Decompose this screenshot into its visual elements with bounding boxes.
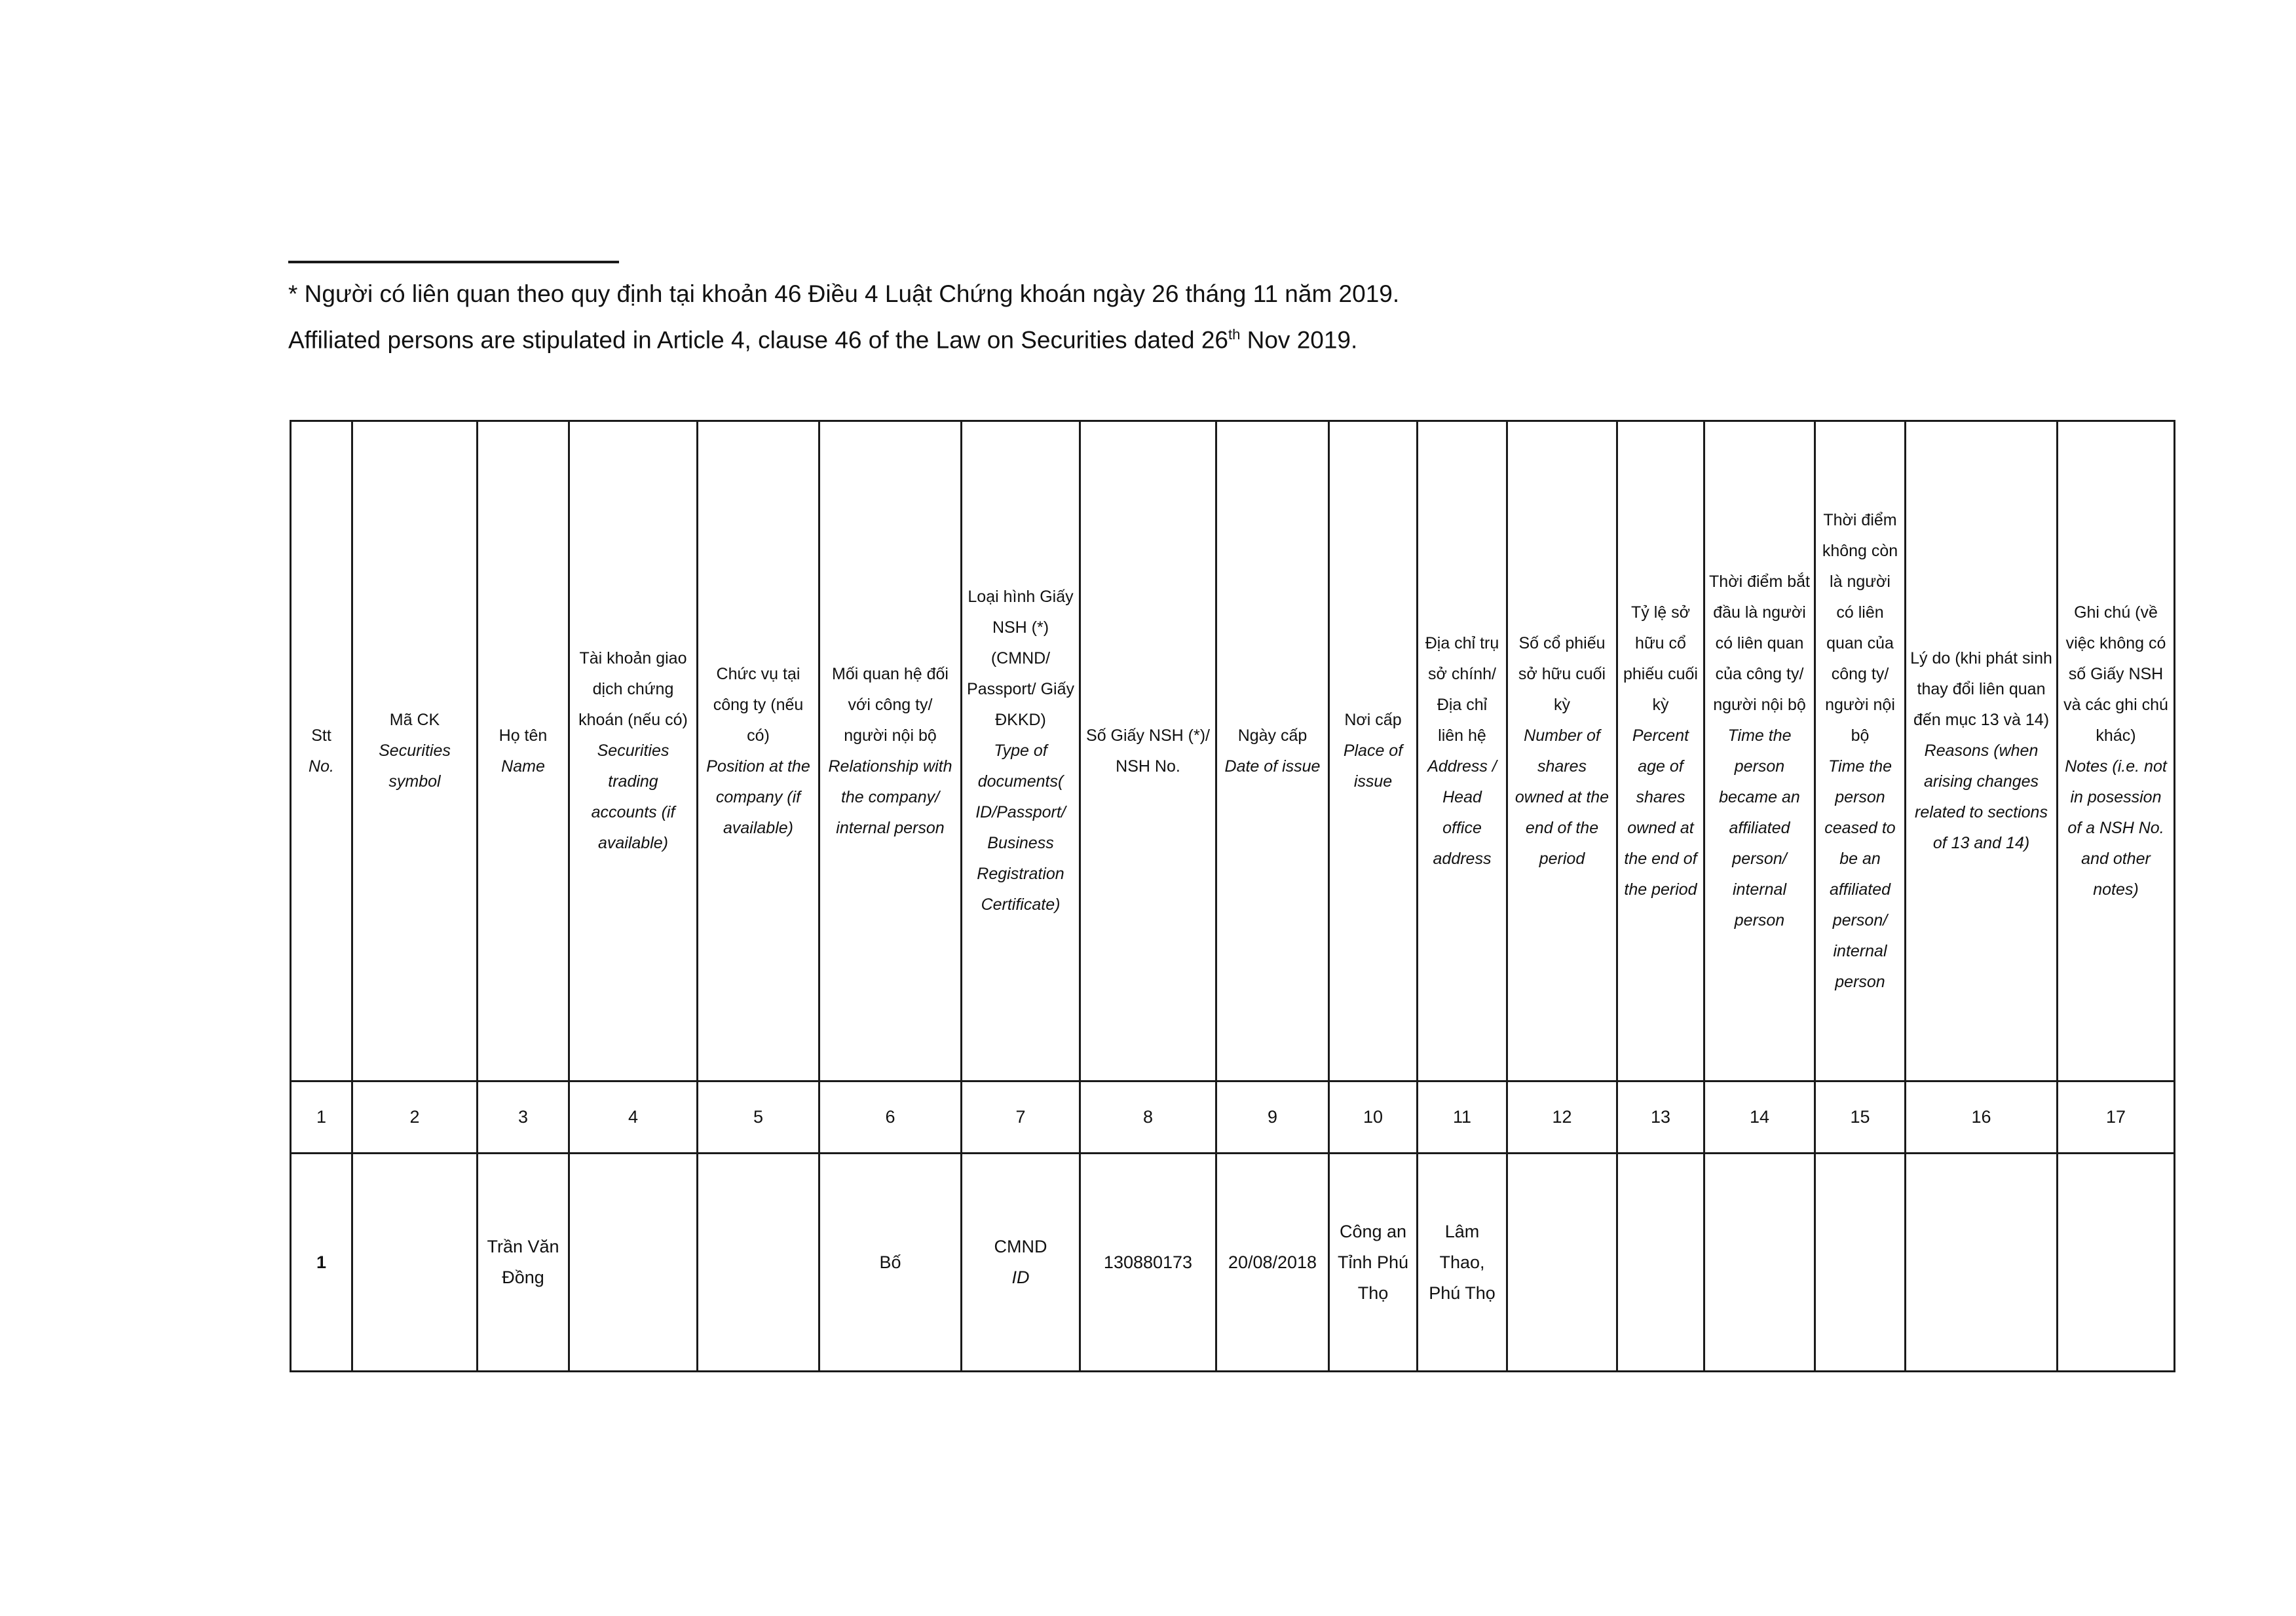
column-number: 9 xyxy=(1216,1081,1329,1154)
cell-time-became xyxy=(1704,1154,1815,1372)
column-number: 5 xyxy=(698,1081,819,1154)
column-number: 2 xyxy=(352,1081,478,1154)
cell-name: Trần Văn Đồng xyxy=(478,1154,569,1372)
header-cell-address: Địa chỉ trụ sở chính/ Địa chỉ liên hệ Address / Head office address xyxy=(1418,421,1507,1081)
cell-relationship: Bố xyxy=(819,1154,962,1372)
column-number: 7 xyxy=(962,1081,1080,1154)
cell-doc-type-vi: CMND xyxy=(994,1237,1047,1256)
column-number: 4 xyxy=(569,1081,698,1154)
header-cell-trading-account: Tài khoản giao dịch chứng khoán (nếu có) Securities trading accounts (if available) xyxy=(569,421,698,1081)
column-number: 8 xyxy=(1080,1081,1216,1154)
cell-reasons xyxy=(1906,1154,2058,1372)
column-number: 14 xyxy=(1704,1081,1815,1154)
cell-nsh-no: 130880173 xyxy=(1080,1154,1216,1372)
cell-place-of-issue: Công an Tỉnh Phú Thọ xyxy=(1329,1154,1418,1372)
cell-doc-type-en: ID xyxy=(1011,1268,1030,1287)
cell-no: 1 xyxy=(291,1154,352,1372)
column-number: 6 xyxy=(819,1081,962,1154)
header-cell-no: Stt No. xyxy=(291,421,352,1081)
header-cell-relationship: Mối quan hệ đối với công ty/ người nội bộ Relationship with the company/ internal person xyxy=(819,421,962,1081)
column-number: 13 xyxy=(1617,1081,1704,1154)
footnote-en-tail: Nov 2019. xyxy=(1240,326,1358,354)
cell-date-of-issue: 20/08/2018 xyxy=(1216,1154,1329,1372)
column-number: 10 xyxy=(1329,1081,1418,1154)
header-cell-time-ceased: Thời điểm không còn là người có liên quan của công ty/ người nội bộ Time the person ceased to be an affiliated person/ internal person xyxy=(1815,421,1906,1081)
column-number: 11 xyxy=(1418,1081,1507,1154)
cell-ownership-pct xyxy=(1617,1154,1704,1372)
footnote-en xyxy=(288,326,1357,354)
table-row xyxy=(291,1154,2175,1372)
header-cell-doc-type: Loại hình Giấy NSH (*) (CMND/ Passport/ Giấy ĐKKD) Type of documents( ID/Passport/ Business Registration Certificate) xyxy=(962,421,1080,1081)
header-cell-reasons: Lý do (khi phát sinh thay đổi liên quan đến mục 13 và 14) Reasons (when arising changes related to sections of 13 and 14) xyxy=(1906,421,2058,1081)
header-cell-nsh-no: Số Giấy NSH (*)/ NSH No. xyxy=(1080,421,1216,1081)
column-number: 12 xyxy=(1507,1081,1617,1154)
column-number: 1 xyxy=(291,1081,352,1154)
header-cell-time-became: Thời điểm bắt đầu là người có liên quan của công ty/ người nội bộ Time the person became an affiliated person/ internal person xyxy=(1704,421,1815,1081)
footnote-en-sup: th xyxy=(1228,326,1241,343)
header-row xyxy=(291,421,2175,1081)
column-number-row xyxy=(291,1081,2175,1154)
header-cell-name: Họ tên Name xyxy=(478,421,569,1081)
header-cell-place-of-issue: Nơi cấp Place of issue xyxy=(1329,421,1418,1081)
footnote-vi: * Người có liên quan theo quy định tại khoản 46 Điều 4 Luật Chứng khoán ngày 26 tháng 11 năm 2019. xyxy=(288,280,1400,307)
cell-trading-account xyxy=(569,1154,698,1372)
header-cell-date-of-issue: Ngày cấp Date of issue xyxy=(1216,421,1329,1081)
affiliated-persons-table xyxy=(290,420,2175,1372)
header-cell-ownership-pct: Tỷ lệ sở hữu cổ phiếu cuối kỳ Percent age of shares owned at the end of the period xyxy=(1617,421,1704,1081)
cell-shares-owned xyxy=(1507,1154,1617,1372)
header-cell-symbol: Mã CK Securities symbol xyxy=(352,421,478,1081)
cell-time-ceased xyxy=(1815,1154,1906,1372)
header-cell-shares-owned: Số cổ phiếu sở hữu cuối kỳ Number of shares owned at the end of the period xyxy=(1507,421,1617,1081)
column-number: 17 xyxy=(2058,1081,2175,1154)
cell-address: Lâm Thao, Phú Thọ xyxy=(1418,1154,1507,1372)
column-number: 16 xyxy=(1906,1081,2058,1154)
header-cell-position: Chức vụ tại công ty (nếu có) Position at the company (if available) xyxy=(698,421,819,1081)
footnote-separator xyxy=(288,261,619,263)
column-number: 15 xyxy=(1815,1081,1906,1154)
cell-position xyxy=(698,1154,819,1372)
cell-symbol xyxy=(352,1154,478,1372)
footnote-en-text: Affiliated persons are stipulated in Article 4, clause 46 of the Law on Securities dated 26 xyxy=(288,326,1228,354)
header-cell-notes: Ghi chú (về việc không có số Giấy NSH và các ghi chú khác) Notes (i.e. not in posession of a NSH No. and other notes) xyxy=(2058,421,2175,1081)
column-number: 3 xyxy=(478,1081,569,1154)
cell-doc-type xyxy=(962,1154,1080,1372)
cell-notes xyxy=(2058,1154,2175,1372)
